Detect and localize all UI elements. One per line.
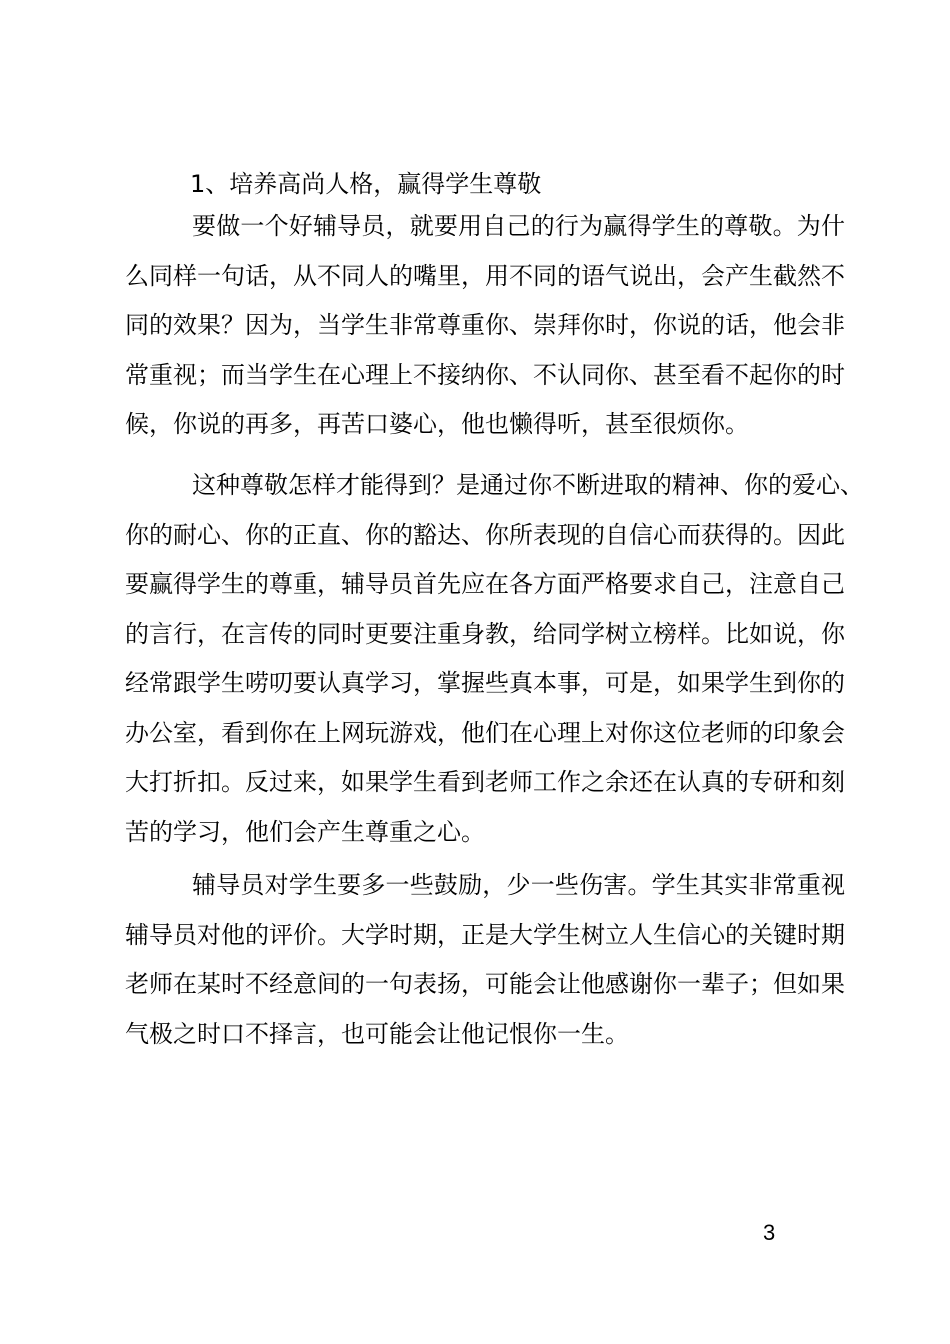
- paragraph-line: 老师在某时不经意间的一句表扬，可能会让他感谢你一辈子；但如果: [125, 970, 845, 998]
- page-number: 3: [763, 1220, 776, 1245]
- paragraph-line: 辅导员对学生要多一些鼓励，少一些伤害。学生其实非常重视: [192, 871, 845, 899]
- section-heading: 1、培养高尚人格，赢得学生尊敬: [190, 170, 542, 198]
- paragraph-line: 办公室，看到你在上网玩游戏，他们在心理上对你这位老师的印象会: [125, 718, 845, 747]
- paragraph-line: 苦的学习，他们会产生尊重之心。: [125, 817, 485, 846]
- paragraph-line: 大打折扣。反过来，如果学生看到老师工作之余还在认真的专研和刻: [125, 768, 845, 796]
- paragraph-line: 要赢得学生的尊重，辅导员首先应在各方面严格要求自己，注意自己: [125, 570, 845, 598]
- paragraph-line: 要做一个好辅导员，就要用自己的行为赢得学生的尊敬。为什: [192, 212, 845, 240]
- paragraph-line: 的言行，在言传的同时更要注重身教，给同学树立榜样。比如说，你: [125, 619, 845, 648]
- paragraph-1: [125, 202, 845, 450]
- paragraph-line: 么同样一句话，从不同人的嘴里，用不同的语气说出，会产生截然不: [125, 261, 845, 290]
- paragraph-line: 同的效果？因为，当学生非常尊重你、崇拜你时，你说的话，他会非: [125, 311, 845, 339]
- paragraph-2: [125, 461, 864, 857]
- paragraph-line: 这种尊敬怎样才能得到？是通过你不断进取的精神、你的爱心、: [192, 471, 864, 499]
- paragraph-line: 你的耐心、你的正直、你的豁达、你所表现的自信心而获得的。因此: [125, 520, 845, 549]
- paragraph-line: 候，你说的再多，再苦口婆心，他也懒得听，甚至很烦你。: [125, 410, 749, 438]
- paragraph-line: 常重视；而当学生在心理上不接纳你、不认同你、甚至看不起你的时: [125, 360, 845, 389]
- paragraph-line: 辅导员对他的评价。大学时期，正是大学生树立人生信心的关键时期: [125, 920, 845, 949]
- paragraph-line: 经常跟学生唠叨要认真学习，掌握些真本事，可是，如果学生到你的: [125, 669, 845, 697]
- paragraph-line: 气极之时口不择言，也可能会让他记恨你一生。: [125, 1019, 629, 1048]
- paragraph-3: [125, 861, 845, 1059]
